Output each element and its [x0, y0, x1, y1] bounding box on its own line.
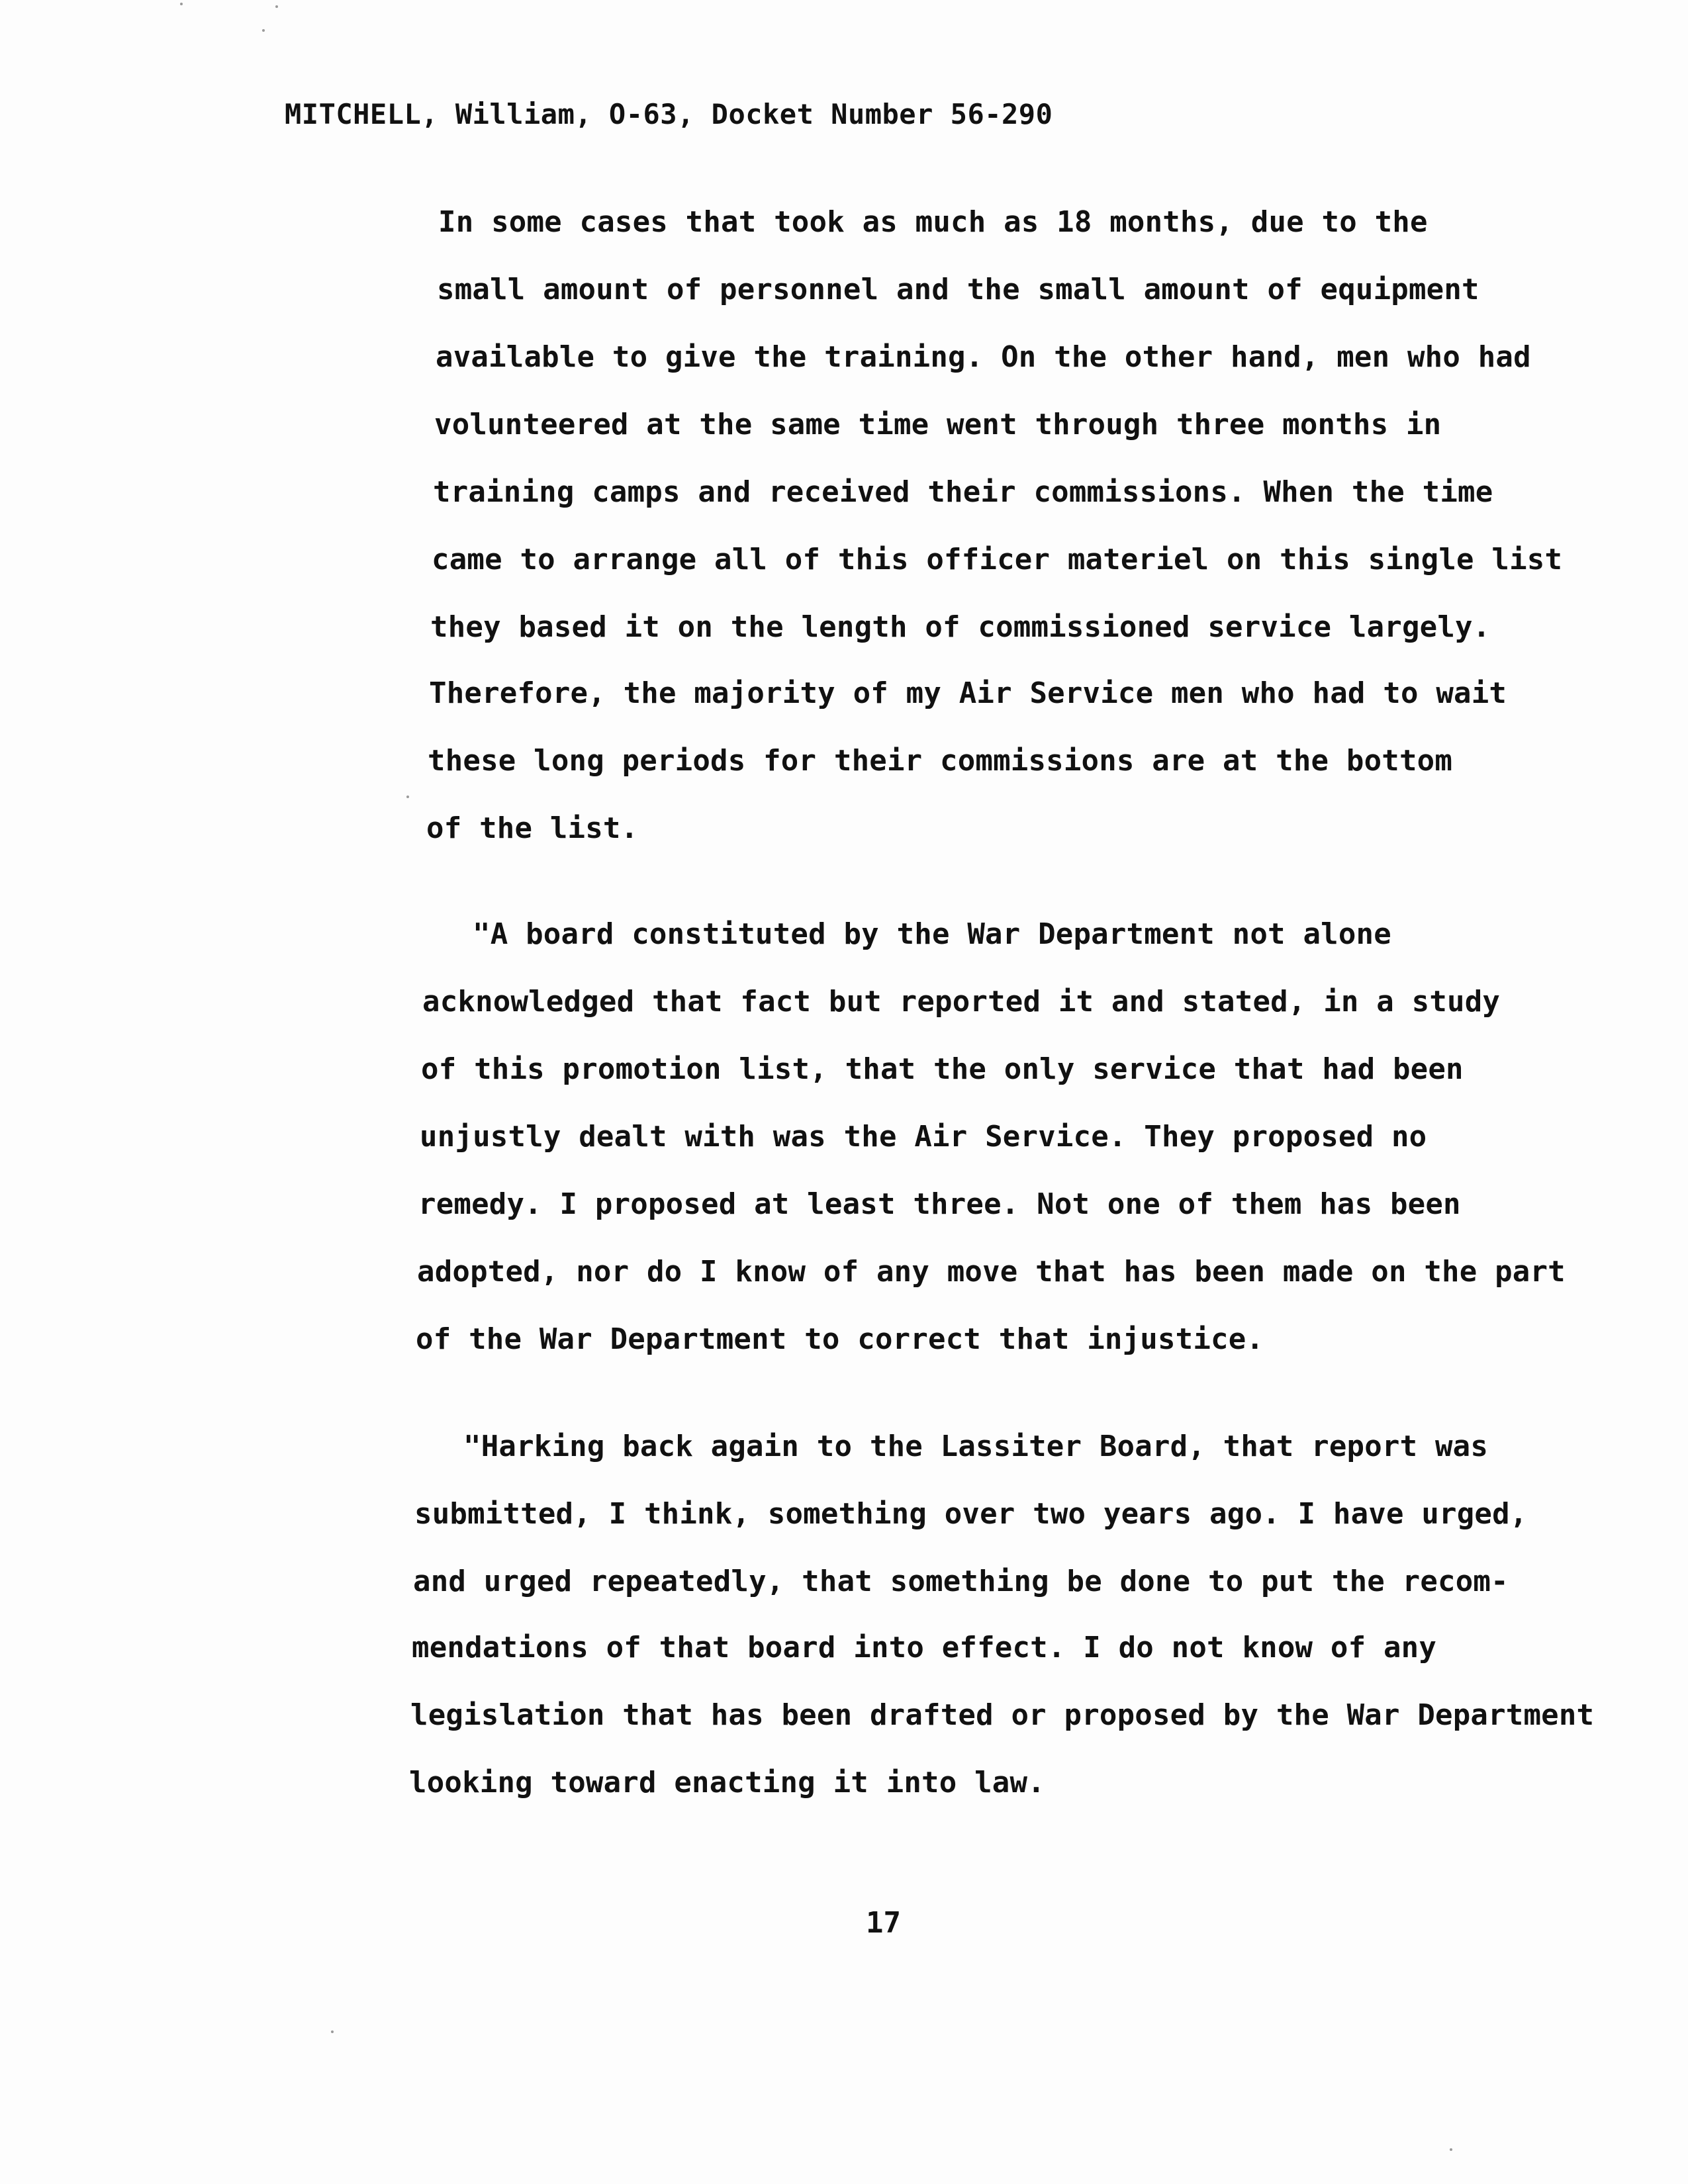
scan-speck	[275, 5, 278, 8]
text-line: Therefore, the majority of my Air Service men who had to wait	[429, 676, 1507, 710]
scan-speck	[331, 2030, 334, 2033]
text-line: small amount of personnel and the small amount of equipment	[437, 273, 1479, 306]
text-line: available to give the training. On the other hand, men who had	[436, 340, 1531, 374]
text-line: these long periods for their commissions are at the bottom	[428, 744, 1453, 778]
text-line: unjustly dealt with was the Air Service. They proposed no	[420, 1120, 1427, 1154]
text-line: volunteered at the same time went through three months in	[434, 408, 1442, 441]
text-line: they based it on the length of commissioned service largely.	[430, 610, 1491, 644]
page-number: 17	[866, 1906, 901, 1940]
text-line: "A board constituted by the War Department not alone	[473, 917, 1391, 951]
scan-speck	[1450, 2148, 1452, 2151]
text-line: acknowledged that fact but reported it and stated, in a study	[422, 985, 1501, 1019]
text-line: submitted, I think, something over two years ago. I have urged,	[414, 1497, 1528, 1531]
text-line: In some cases that took as much as 18 months, due to the	[438, 205, 1428, 239]
text-line: looking toward enacting it into law.	[409, 1766, 1045, 1799]
text-line: of the list.	[426, 811, 639, 845]
scan-speck	[262, 29, 265, 32]
text-line: "Harking back again to the Lassiter Board, that report was	[463, 1430, 1489, 1463]
text-line: training camps and received their commissions. When the time	[433, 475, 1493, 509]
text-line: of this promotion list, that the only service that had been	[421, 1052, 1464, 1086]
text-line: legislation that has been drafted or proposed by the War Department	[410, 1698, 1595, 1732]
scan-speck	[180, 3, 183, 5]
text-line: mendations of that board into effect. I do not know of any	[412, 1631, 1437, 1664]
docket-header: MITCHELL, William, O-63, Docket Number 56-290	[285, 98, 1053, 130]
text-line: and urged repeatedly, that something be done to put the recom-	[413, 1565, 1509, 1598]
text-line: of the War Department to correct that injustice.	[416, 1322, 1264, 1356]
text-line: adopted, nor do I know of any move that has been made on the part	[417, 1255, 1566, 1289]
text-line: remedy. I proposed at least three. Not one of them has been	[418, 1187, 1461, 1221]
scan-speck	[406, 796, 409, 798]
text-line: came to arrange all of this officer materiel on this single list	[432, 543, 1563, 576]
